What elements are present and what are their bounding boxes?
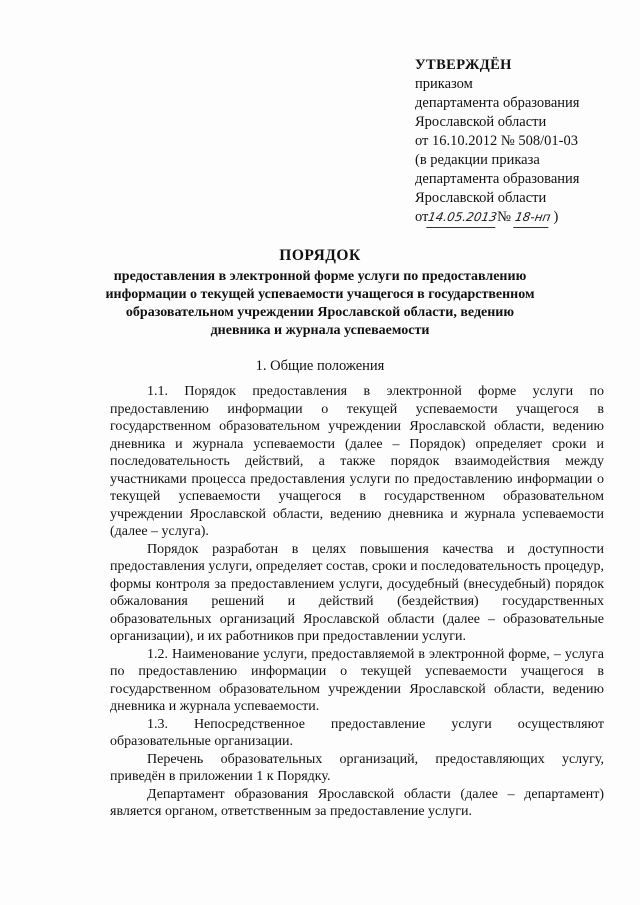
paragraph: 1.2. Наименование услуги, предоставляемой в электронной форме, – услуга по предоставлению информации о текущей успеваемости учащегося в государственном образовательном учреждении Ярославской области, ведению дневника и журнала успеваемости. [110,646,604,714]
handwritten-number: 18-нп [513,208,552,228]
paragraph: Порядок разработан в целях повышения качества и доступности предоставления услуги, определяет состав, сроки и последовательность процедур, формы контроля за предоставлением услуги, досудебный (внесудебный) порядок обжалования решений и действий (бездействия) государственных образовательных организаций Ярославской области (далее – образовательные организации), и их работников при предоставлении услуги. [110,541,604,644]
approval-amendment-line [415,208,579,228]
approval-line: Ярославской области [415,114,547,130]
document-body [110,383,604,821]
approval-line: Ярославской области [415,190,547,206]
approval-title: УТВЕРЖДЁН [415,57,512,73]
approval-line: (в редакции приказа [415,152,540,168]
approval-stamp [415,56,579,228]
document-subtitle: предоставления в электронной форме услуги по предоставлению информации о текущей успеваемости учащегося в государственном образовательном учреждении Ярославской области, ведению дневника и журнала успеваемости [105,269,535,338]
closing-paren: ) [553,209,559,225]
approval-line: департамента образования [415,171,580,187]
approval-line: приказом [415,76,473,92]
paragraph: Перечень образовательных организаций, предоставляющих услугу, приведён в приложении 1 к Порядку. [110,751,604,784]
paragraph: 1.1. Порядок предоставления в электронной форме услуги по предоставлению информации о текущей успеваемости учащегося в государственном образовательном учреждении Ярославской области, ведению дневника и журнала успеваемости (далее – Порядок) определяет сроки и последовательность действий, а также порядок взаимодействия между участниками процесса предоставления услуги по предоставлению информации о текущей успеваемости учащегося в государственном образовательном учреждении Ярославской области, ведению дневника и журнала успеваемости (далее – услуга). [110,384,604,539]
number-sign: № [497,209,511,225]
paragraph: Департамент образования Ярославской области (далее – департамент) является органом, ответственным за предоставление услуги. [110,786,604,819]
approval-line: от 16.10.2012 № 508/01-03 [415,133,578,149]
section-heading: 1. Общие положения [255,358,385,374]
paragraph: 1.3. Непосредственное предоставление услуги осуществляют образовательные организации. [110,716,604,749]
document-title: ПОРЯДОК [279,247,361,264]
approval-line: департамента образования [415,95,580,111]
handwritten-date: 14.05.2013 [427,208,499,228]
approval-prefix: от [415,209,429,225]
